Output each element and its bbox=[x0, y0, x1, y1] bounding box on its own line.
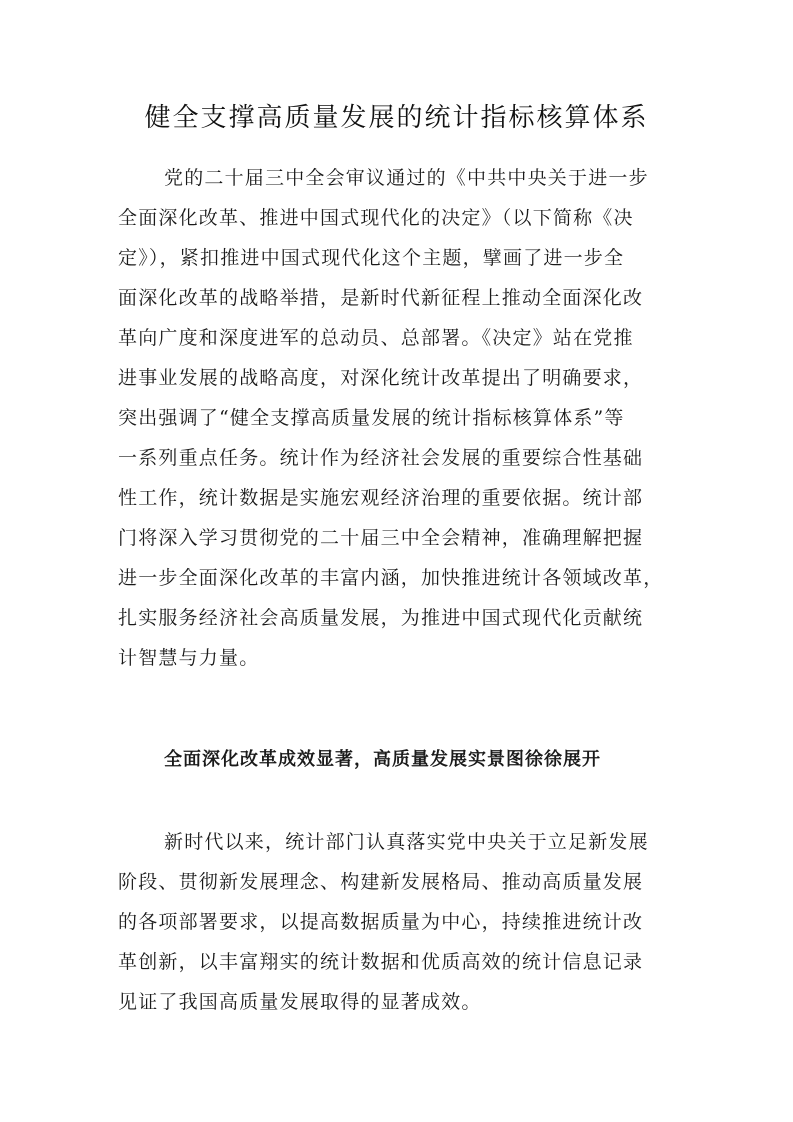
paragraph-line: 性工作，统计数据是实施宏观经济治理的重要依据。统计部 bbox=[118, 487, 644, 509]
section-subheading: 全面深化改革成效显著，高质量发展实景图徐徐展开 bbox=[164, 749, 601, 770]
paragraph-achievements bbox=[118, 822, 678, 1022]
paragraph-line: 的各项部署要求，以提高数据质量为中心，持续推进统计改 bbox=[118, 911, 644, 933]
paragraph-line: 见证了我国高质量发展取得的显著成效。 bbox=[118, 991, 482, 1013]
paragraph-line: 扎实服务经济社会高质量发展，为推进中国式现代化贡献统 bbox=[118, 607, 644, 629]
document-title: 健全支撑高质量发展的统计指标核算体系 bbox=[144, 103, 649, 133]
paragraph-line: 一系列重点任务。统计作为经济社会发展的重要综合性基础 bbox=[118, 447, 644, 469]
paragraph-line: 门将深入学习贯彻党的二十届三中全会精神，准确理解把握 bbox=[118, 527, 644, 549]
paragraph-line: 突出强调了“健全支撑高质量发展的统计指标核算体系”等 bbox=[118, 407, 625, 429]
paragraph-line: 全面深化改革、推进中国式现代化的决定》（以下简称《决 bbox=[118, 207, 634, 229]
paragraph-line: 进一步全面深化改革的丰富内涵，加快推进统计各领域改革， bbox=[118, 567, 664, 589]
paragraph-line: 进事业发展的战略高度，对深化统计改革提出了明确要求， bbox=[118, 367, 644, 389]
paragraph-line: 革创新，以丰富翔实的统计数据和优质高效的统计信息记录 bbox=[118, 951, 644, 973]
paragraph-line: 阶段、贯彻新发展理念、构建新发展格局、推动高质量发展 bbox=[118, 871, 644, 893]
paragraph-line: 革向广度和深度进军的总动员、总部署。《决定》站在党推 bbox=[118, 327, 634, 349]
paragraph-intro bbox=[118, 158, 678, 678]
paragraph-line: 计智慧与力量。 bbox=[118, 647, 260, 669]
paragraph-line: 定》），紧扣推进中国式现代化这个主题，擘画了进一步全 bbox=[118, 247, 625, 269]
paragraph-line: 新时代以来，统计部门认真落实党中央关于立足新发展 bbox=[164, 831, 649, 853]
paragraph-line: 党的二十届三中全会审议通过的《中共中央关于进一步 bbox=[164, 167, 649, 189]
paragraph-line: 面深化改革的战略举措，是新时代新征程上推动全面深化改 bbox=[118, 287, 644, 309]
